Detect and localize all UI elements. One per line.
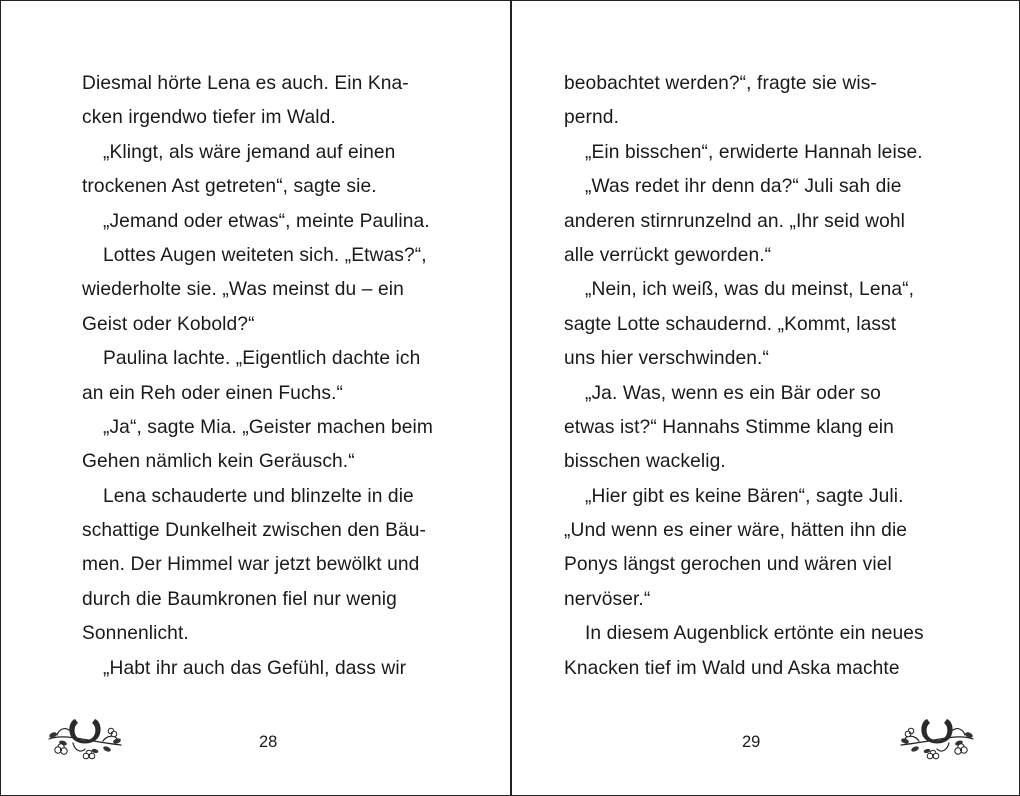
- text-line: „Jemand oder etwas“, meinte Paulina.: [103, 210, 430, 232]
- text-line: Sonnenlicht.: [82, 623, 189, 645]
- text-line: „Habt ihr auch das Gefühl, dass wir: [103, 657, 407, 679]
- horseshoe-flower-ornament-icon: [897, 713, 977, 763]
- right-page-text: [564, 67, 944, 686]
- text-line: „Ein bisschen“, erwiderte Hannah leise.: [585, 141, 923, 163]
- text-line: wiederholte sie. „Was meinst du – ein: [82, 279, 404, 301]
- text-line: Gehen nämlich kein Geräusch.“: [82, 451, 355, 473]
- text-line: „Hier gibt es keine Bären“, sagte Juli.: [585, 485, 904, 507]
- text-line: „Nein, ich weiß, was du meinst, Lena“,: [585, 279, 915, 301]
- text-line: anderen stirnrunzelnd an. „Ihr seid wohl: [564, 210, 906, 232]
- text-line: alle verrückt geworden.“: [564, 244, 772, 266]
- text-line: Ponys längst gerochen und wären viel: [564, 554, 892, 576]
- text-line: Geist oder Kobold?“: [82, 313, 255, 335]
- right-page: [510, 0, 1020, 796]
- text-line: uns hier verschwinden.“: [564, 348, 769, 370]
- text-line: nervöser.“: [564, 588, 651, 610]
- text-line: „Und wenn es einer wäre, hätten ihn die: [564, 520, 908, 542]
- text-line: „Was redet ihr denn da?“ Juli sah die: [585, 176, 902, 198]
- text-line: beobachtet werden?“, fragte sie wis-: [564, 73, 877, 94]
- text-line: Knacken tief im Wald und Aska machte: [564, 657, 900, 679]
- text-line: In diesem Augenblick ertönte ein neues: [585, 623, 924, 645]
- page-number: 29: [742, 733, 761, 751]
- text-line: Lottes Augen weiteten sich. „Etwas?“,: [103, 244, 427, 266]
- text-line: durch die Baumkronen fiel nur wenig: [82, 588, 397, 610]
- text-line: cken irgendwo tiefer im Wald.: [82, 107, 336, 129]
- text-line: schattige Dunkelheit zwischen den Bäu-: [82, 520, 427, 542]
- text-line: trockenen Ast getreten“, sagte sie.: [82, 176, 377, 198]
- text-line: pernd.: [564, 107, 620, 129]
- text-line: bisschen wackelig.: [564, 451, 726, 473]
- horseshoe-flower-ornament-icon: [45, 713, 125, 763]
- text-line: sagte Lotte schaudernd. „Kommt, lasst: [564, 313, 897, 335]
- page-number: 28: [259, 733, 278, 751]
- left-page-text: [82, 67, 462, 686]
- text-line: Diesmal hörte Lena es auch. Ein Kna-: [82, 73, 409, 94]
- text-line: Paulina lachte. „Eigentlich dachte ich: [103, 348, 421, 370]
- text-line: Lena schauderte und blinzelte in die: [103, 485, 414, 507]
- text-line: „Ja“, sagte Mia. „Geister machen beim: [103, 416, 433, 438]
- text-line: „Ja. Was, wenn es ein Bär oder so: [585, 382, 881, 404]
- text-line: an ein Reh oder einen Fuchs.“: [82, 382, 344, 404]
- text-line: men. Der Himmel war jetzt bewölkt und: [82, 554, 420, 576]
- text-line: etwas ist?“ Hannahs Stimme klang ein: [564, 416, 894, 438]
- text-line: „Klingt, als wäre jemand auf einen: [103, 141, 396, 163]
